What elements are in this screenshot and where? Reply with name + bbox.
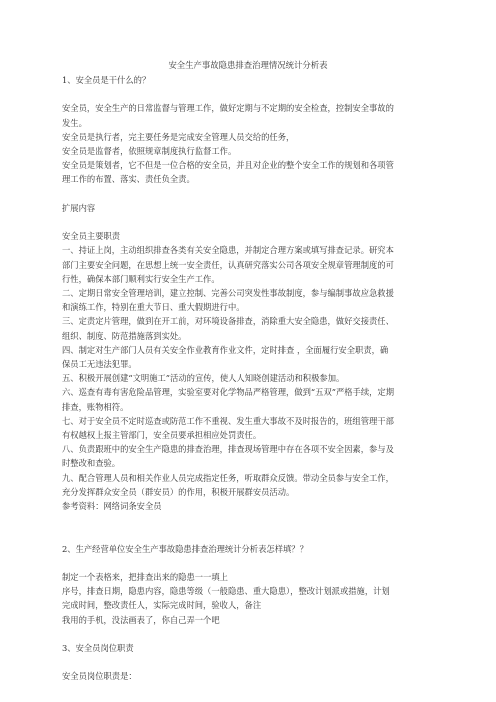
document-line: 安全员岗位职责是： (62, 671, 137, 682)
document-line: 八、负责跟班中的安全生产隐患的排查治理，排查现场管理中存在各项不安全因素，参与及 (62, 444, 394, 455)
document-line: 二、定期日常安全管理培训，建立控制、完善公司突发性事故制度，参与编制事故应急救援 (62, 288, 394, 298)
document-line: 排查，账物相符。 (62, 401, 129, 412)
document-line: 扩展内容 (62, 202, 96, 213)
document-line: 九、配合管理人员和相关作业人员完成指定任务，听取群众反馈。带动全员参与安全工作， (62, 472, 394, 483)
document-line: 发生。 (62, 117, 87, 128)
document-line: 时整改和查验。 (62, 458, 121, 469)
document-line: 部门主要安全问题，在思想上统一安全责任，认真研究落实公司各项安全规章管理制度的可 (62, 259, 394, 270)
document-line: 安全员，安全生产的日常监督与管理工作，做好定期与不定期的安全检查，控制安全事故的 (62, 103, 394, 114)
document-line: 理工作的布置、落实、责任负全责。 (62, 174, 195, 185)
document-line: 2、生产经营单位安全生产事故隐患排查治理统计分析表怎样填？？ (62, 543, 308, 554)
document-line: 完成时间，整改责任人，实际完成时间，验收人，备注 (62, 600, 262, 611)
document-line: 三、定责定片管理，做到在开工前，对环境设备排查，消除重大安全隐患，做好交接责任、 (62, 316, 394, 327)
document-line: 1、安全员是干什么的？ (62, 75, 151, 85)
document-line: 安全员是执行者，完主要任务是完成安全管理人员交给的任务， (62, 131, 295, 142)
document-line: 五、积极开展创建“文明施工”活动的宣传，使人人知晓创建活动和积极参加。 (62, 373, 345, 384)
document-line: 我用的手机，没法画表了，你自己弄一个吧 (62, 614, 220, 625)
document-line: 保员工无违法犯罪。 (62, 359, 137, 369)
document-title: 安全生产事故隐患排查治理情况统计分析表 (168, 60, 328, 70)
document-line: 组织、制度、防范措施落到实处。 (62, 330, 187, 341)
document-line: 安全员是监督者，依照规章制度执行监督工作。 (62, 146, 237, 156)
document-line: 充分发挥群众安全员（群安员）的作用，积极开展群安员活动。 (62, 486, 295, 497)
document-line: 安全员主要职责 (62, 231, 121, 242)
document-line: 六、巡查有毒有害危险品管理，实验室要对化学物品严格管理，做到“五双”严格手续，定期 (62, 387, 395, 398)
document-line: 安全员是策划者，它不但是一位合格的安全员，并且对企业的整个安全工作的规划和各项管 (62, 160, 394, 171)
document-line: 七、对于安全员不定时巡查或防范工作不重视、发生重大事故不及时报告的，班组管理干部 (62, 415, 394, 426)
document-line: 序号，排查日期，隐患内容，隐患等级（一般隐患、重大隐患），整改计划派或措施，计划 (62, 586, 390, 597)
document-line: 一、持证上岗，主动组织排查各类有关安全隐患，并制定合理方案或填写排查记录。研究本 (62, 245, 394, 256)
document-line: 有权越权上报主管部门，安全员要承担相应处罚责任。 (62, 430, 262, 440)
document-line: 四、制定对生产部门人员有关安全作业教育作业文件，定时排查 ，全面履行安全职责，确 (62, 344, 389, 355)
document-line: 制定一个表格来，把排查出来的隐患一一填上 (62, 572, 228, 582)
document-line: 参考资料：网络词条安全员 (62, 501, 162, 511)
document-line: 和演练工作，特别在重大节日、重大假期进行中。 (62, 302, 245, 313)
document-line: 行性，确保本部门顺利实行安全生产工作。 (62, 273, 220, 284)
document-line: 3、安全员岗位职责 (62, 643, 134, 653)
